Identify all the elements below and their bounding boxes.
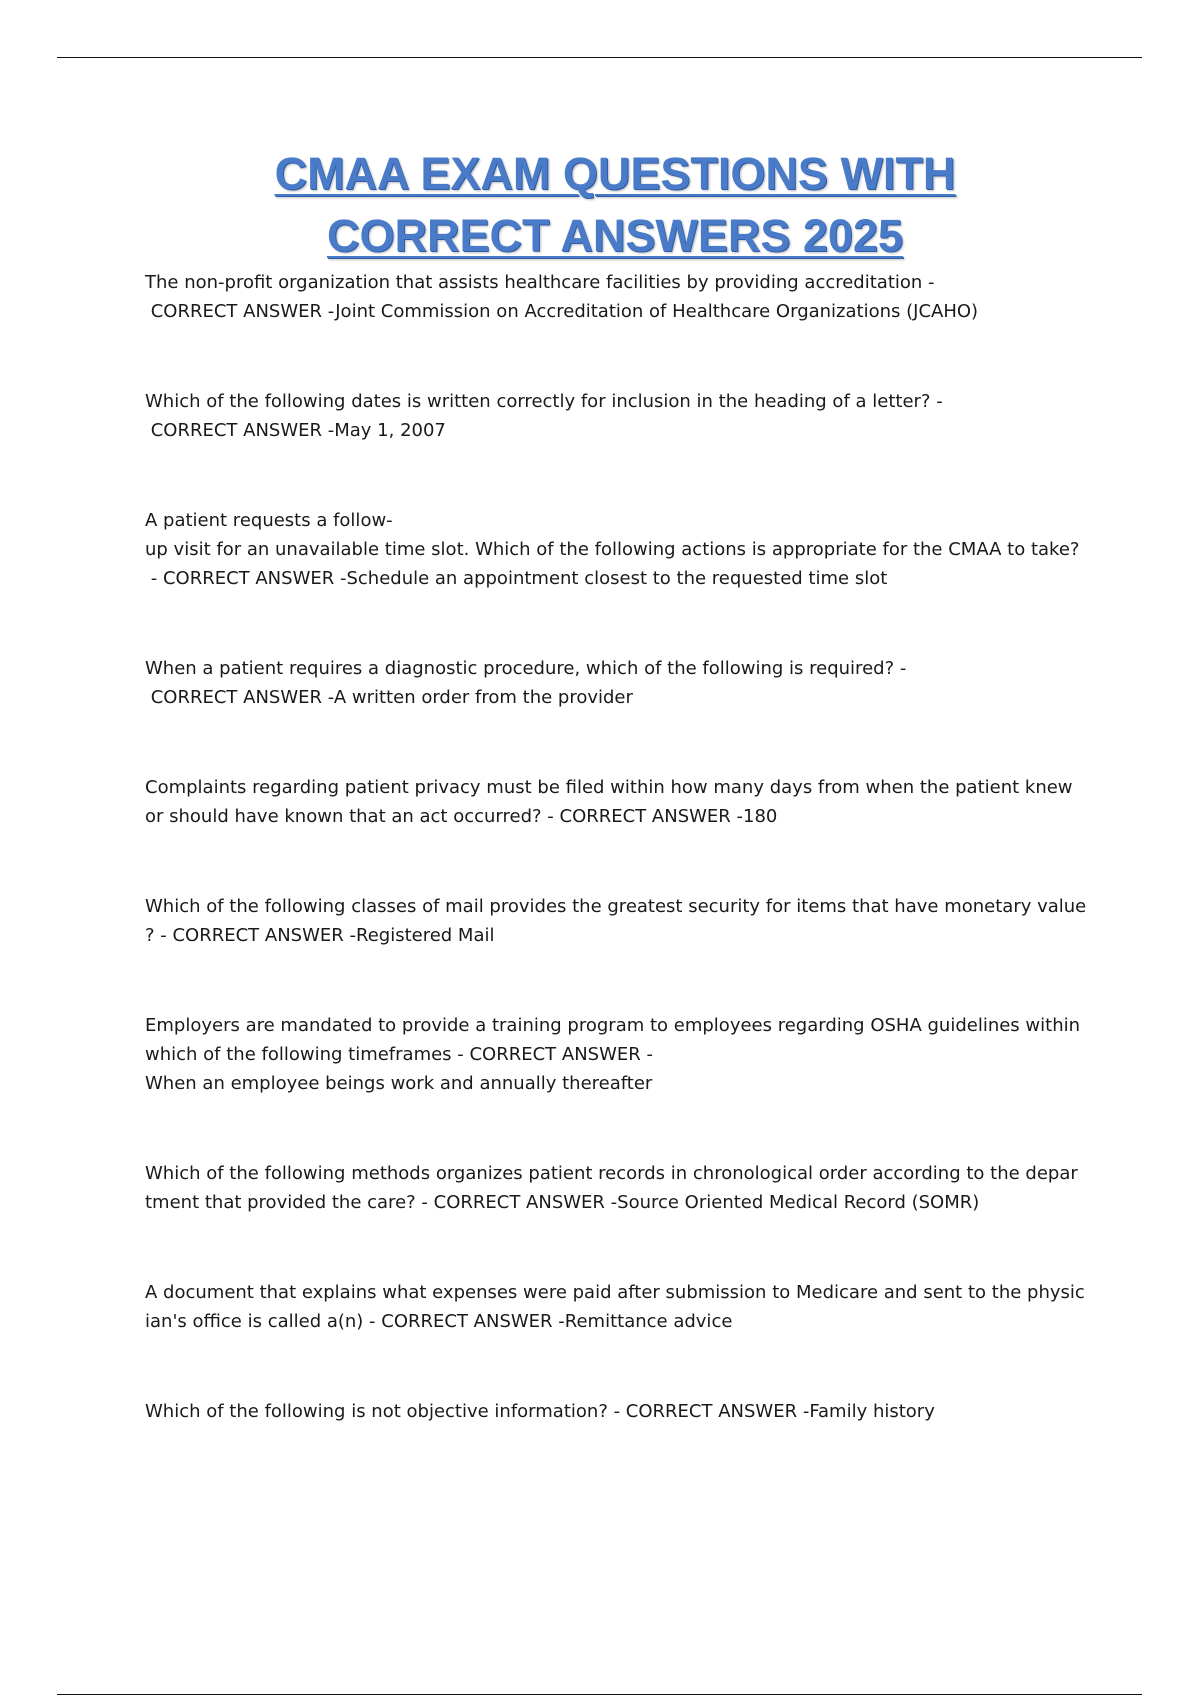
qa-item: A patient requests a follow- up visit for an unavailable time slot. Which of the following actions is appropriate for the CMAA to take? - CORRECT ANSWER -Schedule an appointment closest to the requested time slot	[145, 510, 1080, 589]
qa-item: Which of the following dates is written correctly for inclusion in the heading of a letter? - CORRECT ANSWER -May 1, 2007	[145, 391, 943, 441]
qa-item: A document that explains what expenses were paid after submission to Medicare and sent to the physic ian's office is called a(n) - CORRECT ANSWER -Remittance advice	[145, 1282, 1085, 1332]
page-title	[0, 143, 1200, 267]
bottom-rule	[57, 1694, 1142, 1695]
qa-item: Employers are mandated to provide a training program to employees regarding OSHA guidelines within which of the following timeframes - CORRECT ANSWER - When an employee beings work and annually thereafter	[145, 1015, 1081, 1094]
qa-item: Which of the following methods organizes patient records in chronological order according to the depar tment that provided the care? - CORRECT ANSWER -Source Oriented Medical Record (SOMR)	[145, 1163, 1078, 1213]
qa-item: The non-profit organization that assists healthcare facilities by providing accreditation - CORRECT ANSWER -Joint Commission on Accreditation of Healthcare Organizations (JCAHO)	[145, 272, 979, 322]
qa-item: Which of the following is not objective information? - CORRECT ANSWER -Family history	[145, 1401, 935, 1422]
top-rule	[57, 57, 1142, 58]
qa-item: Which of the following classes of mail provides the greatest security for items that have monetary value ? - CORRECT ANSWER -Registered Mail	[145, 896, 1087, 946]
qa-item: Complaints regarding patient privacy must be filed within how many days from when the patient knew or should have known that an act occurred? - CORRECT ANSWER -180	[145, 777, 1073, 827]
qa-list	[145, 268, 1095, 1487]
title-line-2: CORRECT ANSWERS 2025	[327, 210, 903, 261]
title-line-1: CMAA EXAM QUESTIONS WITH	[274, 148, 956, 199]
qa-item: When a patient requires a diagnostic procedure, which of the following is required? - CORRECT ANSWER -A written order from the provider	[145, 658, 907, 708]
